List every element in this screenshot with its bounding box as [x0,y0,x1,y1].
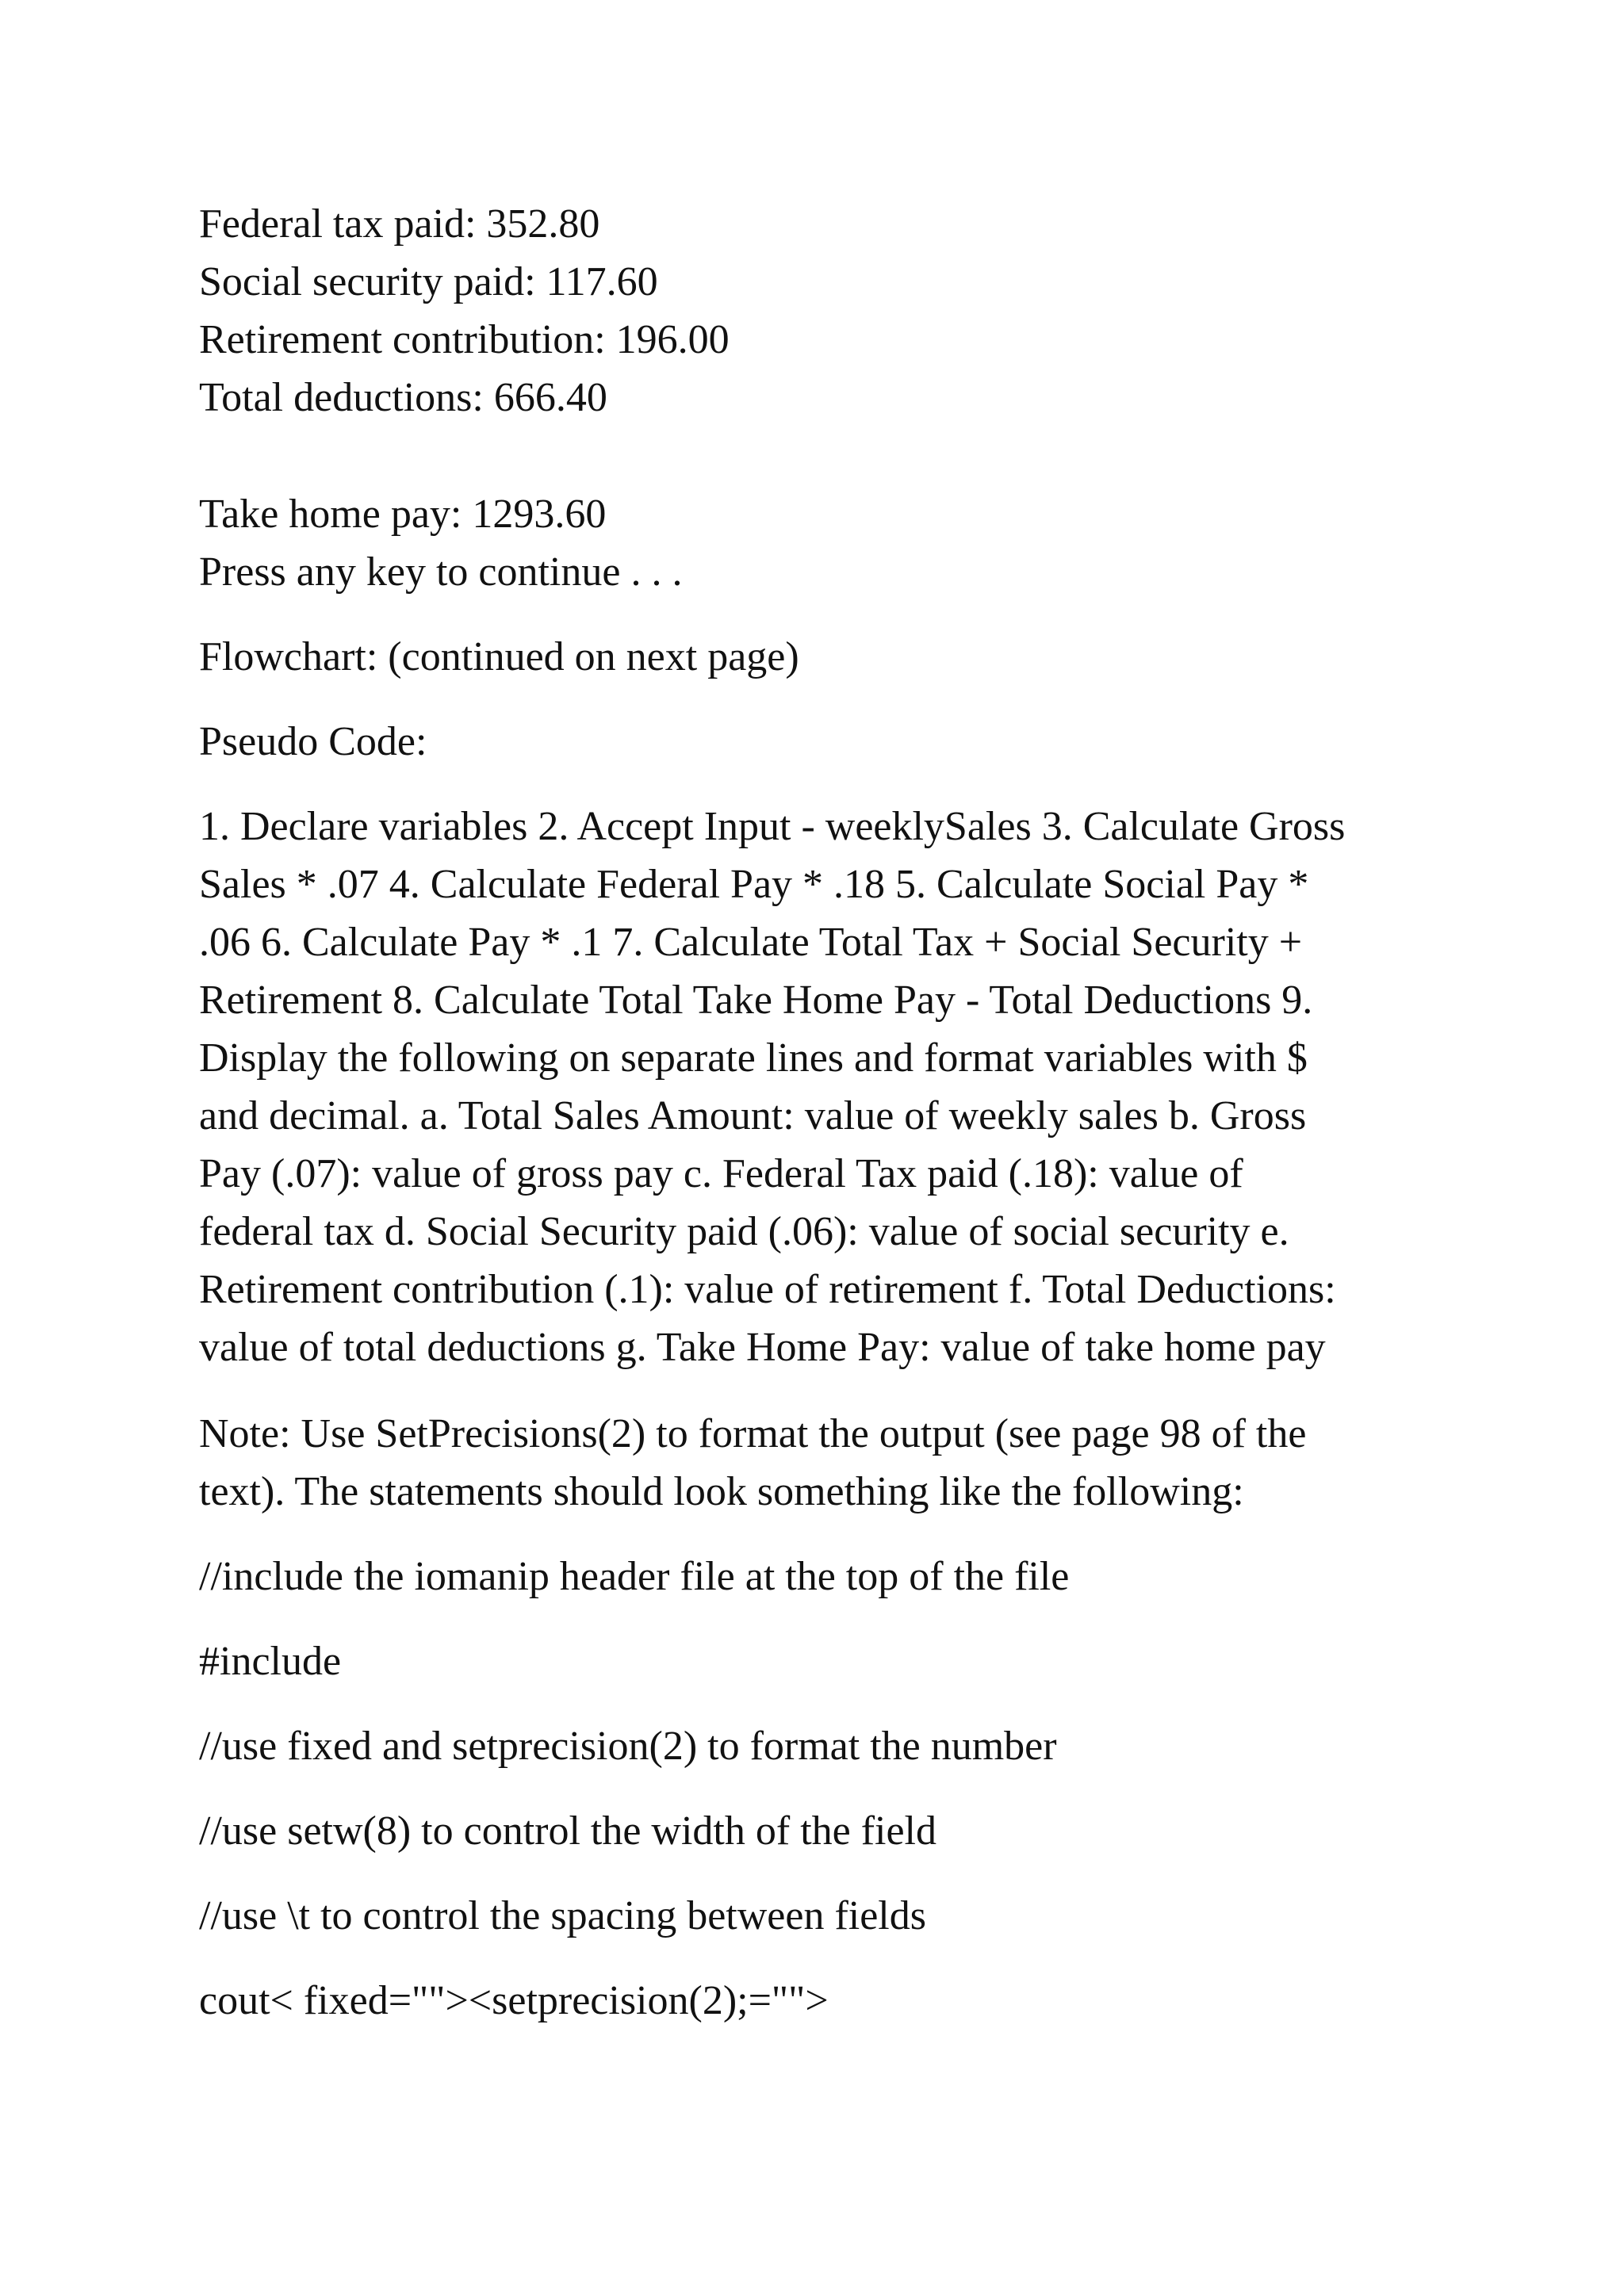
tab-comment: //use \t to control the spacing between fields [199,1893,926,1938]
note-paragraph [199,1405,1436,1521]
pseudo-code-line: Display the following on separate lines and format variables with $ [199,1035,1308,1081]
flowchart-heading: Flowchart: (continued on next page) [199,634,799,679]
pseudo-code-line: Pay (.07): value of gross pay c. Federal Tax paid (.18): value of [199,1151,1243,1196]
pseudo-code-line: federal tax d. Social Security paid (.06): value of social security e. [199,1209,1289,1254]
setw-comment: //use setw(8) to control the width of the field [199,1808,937,1854]
retirement-line: Retirement contribution: 196.00 [199,317,730,362]
include-comment: //include the iomanip header file at the top of the file [199,1554,1070,1599]
note-line: text). The statements should look something like the following: [199,1469,1244,1514]
social-security-line: Social security paid: 117.60 [199,259,658,304]
note-line: Note: Use SetPrecisions(2) to format the output (see page 98 of the [199,1411,1307,1456]
fixed-comment: //use fixed and setprecision(2) to format the number [199,1724,1057,1769]
pseudo-code-line: Retirement contribution (.1): value of retirement f. Total Deductions: [199,1267,1336,1312]
take-home-line: Take home pay: 1293.60 [199,492,607,537]
federal-tax-line: Federal tax paid: 352.80 [199,201,600,247]
pseudo-code-line: Sales * .07 4. Calculate Federal Pay * .18 5. Calculate Social Pay * [199,862,1309,907]
pseudo-code-paragraph [199,798,1436,1376]
pseudo-code-line: .06 6. Calculate Pay * .1 7. Calculate Total Tax + Social Security + [199,920,1303,965]
pseudo-code-line: value of total deductions g. Take Home Pay: value of take home pay [199,1325,1326,1370]
total-deductions-line: Total deductions: 666.40 [199,375,607,420]
cout-statement: cout< fixed=""><setprecision(2);=""> [199,1978,829,2023]
include-directive: #include [199,1639,342,1684]
press-key-line: Press any key to continue . . . [199,549,683,595]
pseudo-code-heading: Pseudo Code: [199,719,427,764]
pseudo-code-line: and decimal. a. Total Sales Amount: value of weekly sales b. Gross [199,1093,1307,1138]
pseudo-code-line: 1. Declare variables 2. Accept Input - weeklySales 3. Calculate Gross [199,804,1346,849]
pseudo-code-line: Retirement 8. Calculate Total Take Home Pay - Total Deductions 9. [199,978,1313,1023]
